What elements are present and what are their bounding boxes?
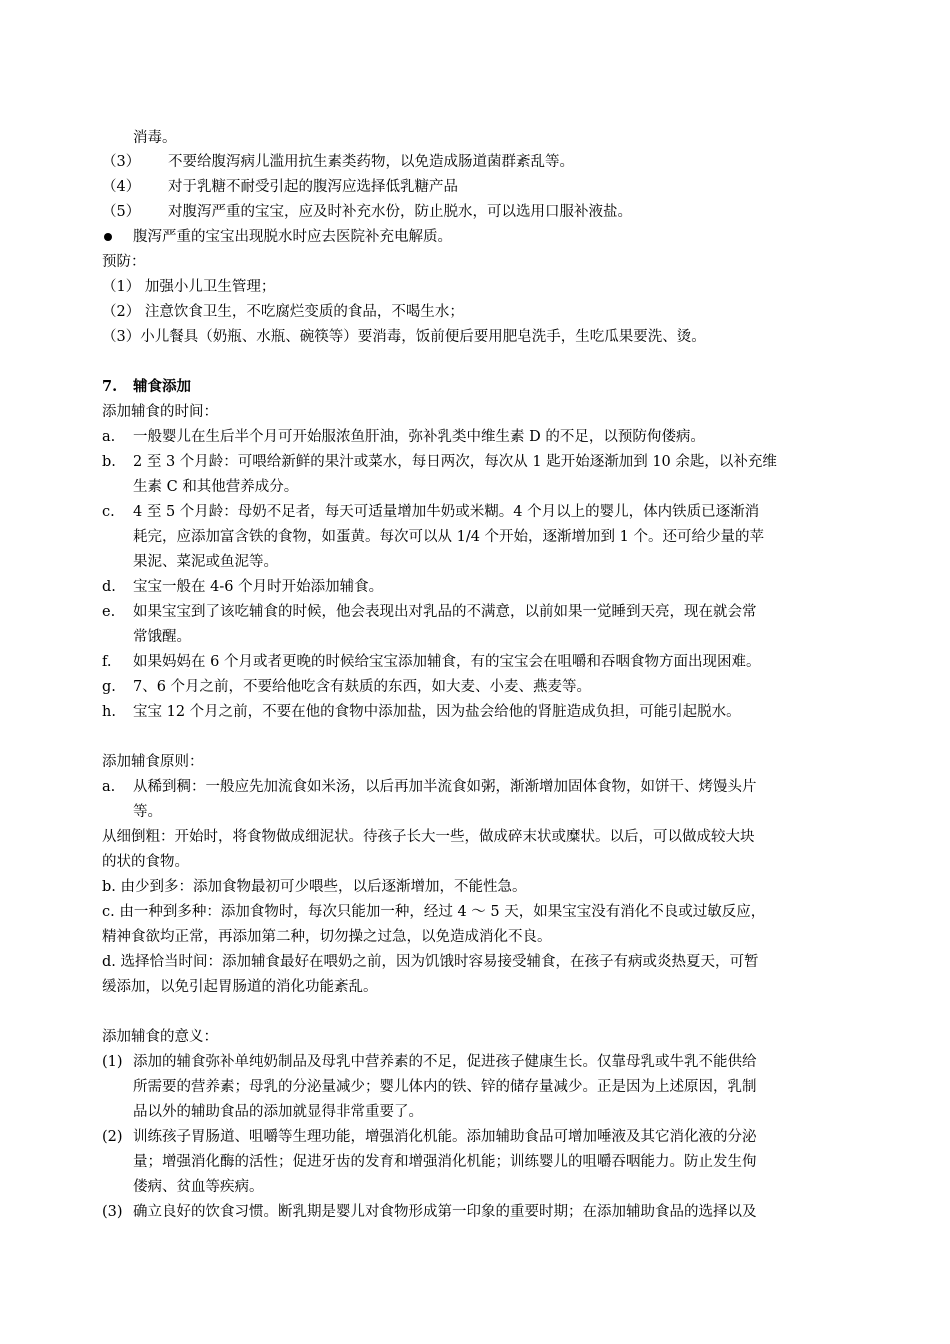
item-label: (2): [102, 1129, 123, 1145]
item-text: 4 至 5 个月龄：母奶不足者，每天可适量增加牛奶或米糊。4 个月以上的婴儿，体内铁质已逐渐消: [133, 504, 760, 520]
item-text: 偻病、贫血等疾病。: [133, 1179, 264, 1195]
list-item-number: （5）: [102, 204, 141, 220]
item-label: b.: [102, 454, 116, 470]
bullet-text: 腹泻严重的宝宝出现脱水时应去医院补充电解质。: [133, 229, 452, 245]
principle-paragraph: 的状的食物。: [102, 854, 189, 870]
item-text: 耗完，应添加富含铁的食物，如蛋黄。每次可以从 1/4 个开始，逐渐增加到 1 个。还可给少量的苹: [133, 529, 764, 545]
prevention-item: （3）小儿餐具（奶瓶、水瓶、碗筷等）要消毒，饭前便后要用肥皂洗手，生吃瓜果要洗、烫。: [102, 329, 706, 345]
principle-paragraph: d. 选择恰当时间：添加辅食最好在喂奶之前，因为饥饿时容易接受辅食，在孩子有病或炎热夏天，可暂: [102, 954, 759, 970]
meaning-heading: 添加辅食的意义：: [102, 1029, 218, 1045]
list-item-number: （3）: [102, 154, 141, 170]
item-text: 等。: [133, 804, 162, 820]
continued-line: 消毒。: [133, 130, 177, 146]
item-label: e.: [102, 604, 116, 620]
item-text: 添加的辅食弥补单纯奶制品及母乳中营养素的不足，促进孩子健康生长。仅靠母乳或牛乳不能供给: [133, 1054, 757, 1070]
item-text: 7、6 个月之前，不要给他吃含有麸质的东西，如大麦、小麦、燕麦等。: [133, 679, 592, 695]
list-item-text: 对腹泻严重的宝宝，应及时补充水份，防止脱水，可以选用口服补液盐。: [168, 204, 632, 220]
item-text: 宝宝一般在 4-6 个月时开始添加辅食。: [133, 579, 384, 595]
list-item-number: （4）: [102, 179, 141, 195]
list-item-text: 对于乳糖不耐受引起的腹泻应选择低乳糖产品: [168, 179, 458, 195]
principle-paragraph: 精神食欲均正常，再添加第二种，切勿操之过急，以免造成消化不良。: [102, 929, 552, 945]
section-number: 7.: [102, 378, 118, 395]
principle-paragraph: b. 由少到多：添加食物最初可少喂些，以后逐渐增加，不能性急。: [102, 879, 527, 895]
item-text: 确立良好的饮食习惯。断乳期是婴儿对食物形成第一印象的重要时期；在添加辅助食品的选择以及: [133, 1204, 757, 1220]
bullet-icon: [104, 233, 112, 241]
list-item-text: 不要给腹泻病儿滥用抗生素类药物，以免造成肠道菌群紊乱等。: [168, 154, 574, 170]
item-text: 2 至 3 个月龄：可喂给新鲜的果汁或菜水，每日两次，每次从 1 匙开始逐渐加到 10 余匙，以补充维: [133, 454, 777, 470]
item-text: 所需要的营养素；母乳的分泌量减少；婴儿体内的铁、锌的储存量减少。正是因为上述原因，乳制: [133, 1079, 757, 1095]
principle-paragraph: 从细倒粗：开始时，将食物做成细泥状。待孩子长大一些，做成碎末状或糜状。以后，可以做成较大块: [102, 829, 755, 845]
item-label: (3): [102, 1204, 123, 1220]
item-text: 从稀到稠：一般应先加流食如米汤，以后再加半流食如粥，渐渐增加固体食物，如饼干、烤馒头片: [133, 779, 757, 795]
item-text: 如果妈妈在 6 个月或者更晚的时候给宝宝添加辅食，有的宝宝会在咀嚼和吞咽食物方面出现困难。: [133, 654, 761, 670]
item-label: a.: [102, 779, 116, 795]
prevention-item: （2） 注意饮食卫生，不吃腐烂变质的食品，不喝生水；: [102, 304, 464, 320]
item-label: g.: [102, 679, 116, 695]
item-label: c.: [102, 504, 115, 520]
item-text: 一般婴儿在生后半个月可开始服浓鱼肝油，弥补乳类中维生素 D 的不足，以预防佝偻病。: [133, 429, 705, 445]
item-label: (1): [102, 1054, 123, 1070]
item-label: h.: [102, 704, 116, 720]
item-text: 常饿醒。: [133, 629, 191, 645]
item-label: d.: [102, 579, 116, 595]
principle-paragraph: 缓添加，以免引起胃肠道的消化功能紊乱。: [102, 979, 378, 995]
item-text: 品以外的辅助食品的添加就显得非常重要了。: [133, 1104, 423, 1120]
item-text: 生素 C 和其他营养成分。: [133, 479, 299, 495]
time-heading: 添加辅食的时间：: [102, 404, 218, 420]
item-text: 量；增强消化酶的活性；促进牙齿的发育和增强消化机能；训练婴儿的咀嚼吞咽能力。防止发生佝: [133, 1154, 757, 1170]
item-text: 训练孩子胃肠道、咀嚼等生理功能，增强消化机能。添加辅助食品可增加唾液及其它消化液的分泌: [133, 1129, 757, 1145]
item-text: 如果宝宝到了该吃辅食的时候，他会表现出对乳品的不满意，以前如果一觉睡到天亮，现在就会常: [133, 604, 757, 620]
section-title: 辅食添加: [133, 378, 191, 395]
item-label: f.: [102, 654, 112, 670]
prevention-heading: 预防：: [102, 254, 146, 270]
item-text: 果泥、菜泥或鱼泥等。: [133, 554, 278, 570]
principle-heading: 添加辅食原则：: [102, 754, 204, 770]
item-label: a.: [102, 429, 116, 445]
prevention-item: （1） 加强小儿卫生管理；: [102, 279, 276, 295]
principle-paragraph: c. 由一种到多种：添加食物时，每次只能加一种，经过 4 ～ 5 天，如果宝宝没有消化不良或过敏反应，: [102, 904, 766, 920]
item-text: 宝宝 12 个月之前，不要在他的食物中添加盐，因为盐会给他的肾脏造成负担，可能引起脱水。: [133, 704, 741, 720]
